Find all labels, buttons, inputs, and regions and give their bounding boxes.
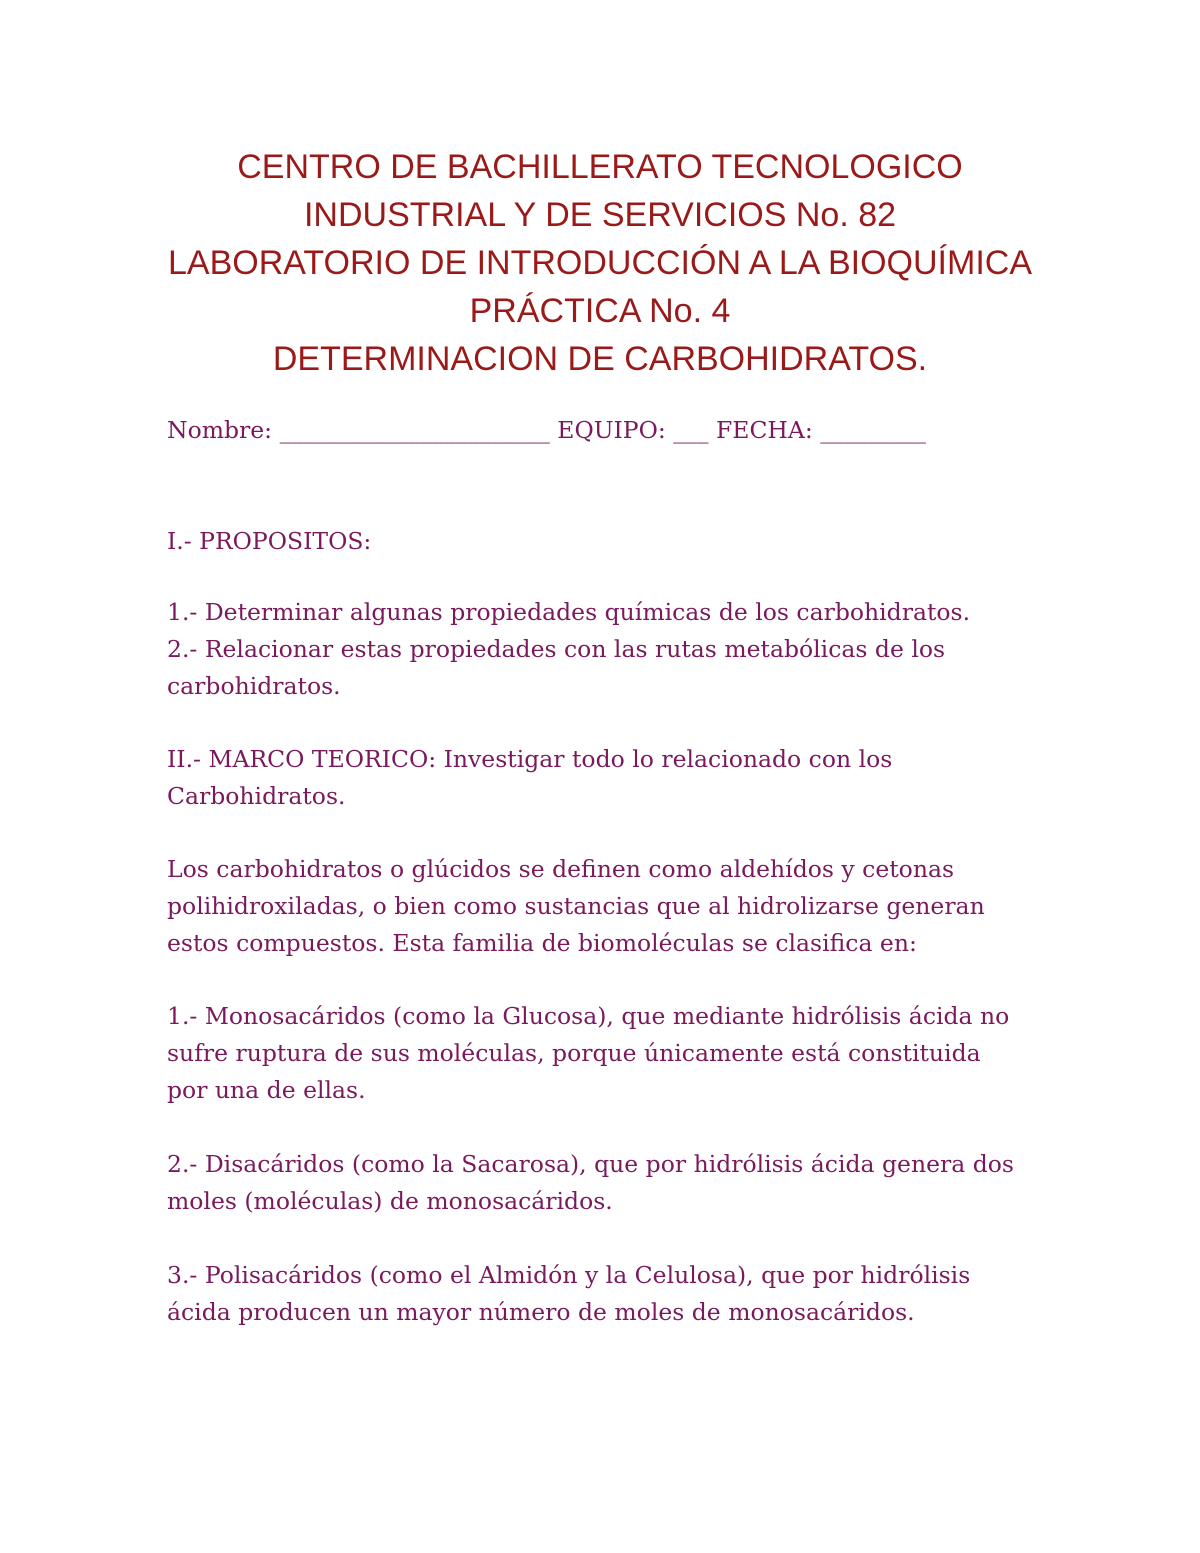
polisacaridos-paragraph: [167, 1257, 1147, 1331]
monosacaridos-paragraph: [167, 998, 1147, 1109]
marco-heading-continuation: Carbohidratos.: [167, 782, 346, 810]
header-school-line1: CENTRO DE BACHILLERATO TECNOLOGICO: [237, 148, 963, 186]
paragraph-line: por una de ellas.: [167, 1076, 366, 1104]
list-item-continuation: carbohidratos.: [167, 672, 341, 700]
intro-paragraph: [167, 851, 1147, 962]
section-propositos: [167, 523, 1147, 560]
paragraph-line: estos compuestos. Esta familia de biomoléculas se clasifica en:: [167, 929, 917, 957]
paragraph-line: moles (moléculas) de monosacáridos.: [167, 1187, 613, 1215]
disacaridos-paragraph: [167, 1146, 1147, 1220]
marco-heading: II.- MARCO TEORICO: Investigar todo lo relacionado con los: [167, 745, 893, 773]
paragraph-line: polihidroxiladas, o bien como sustancias que al hidrolizarse generan: [167, 892, 985, 920]
header-school-line2: INDUSTRIAL Y DE SERVICIOS No. 82: [303, 196, 897, 234]
paragraph-line: ácida producen un mayor número de moles de monosacáridos.: [167, 1298, 915, 1326]
paragraph-line: 2.- Disacáridos (como la Sacarosa), que por hidrólisis ácida genera dos: [167, 1150, 1014, 1178]
paragraph-line: Los carbohidratos o glúcidos se definen como aldehídos y cetonas: [167, 855, 955, 883]
paragraph-line: 3.- Polisacáridos (como el Almidón y la Celulosa), que por hidrólisis: [167, 1261, 971, 1289]
form-line: [167, 412, 1147, 449]
list-item: 2.- Relacionar estas propiedades con las rutas metabólicas de los: [167, 635, 946, 663]
propositos-heading: I.- PROPOSITOS:: [167, 527, 372, 555]
propositos-list: [167, 594, 1147, 705]
header-practice-number: PRÁCTICA No. 4: [469, 292, 731, 330]
list-item: 1.- Determinar algunas propiedades químicas de los carbohidratos.: [167, 598, 971, 626]
document-header: [0, 143, 1200, 383]
name-team-date-fields: Nombre: _______________________ EQUIPO: ___ FECHA: _________: [167, 416, 927, 444]
header-lab-title: LABORATORIO DE INTRODUCCIÓN A LA BIOQUÍMICA: [167, 244, 1032, 282]
paragraph-line: sufre ruptura de sus moléculas, porque únicamente está constituida: [167, 1039, 981, 1067]
paragraph-line: 1.- Monosacáridos (como la Glucosa), que mediante hidrólisis ácida no: [167, 1002, 1010, 1030]
header-practice-title: DETERMINACION DE CARBOHIDRATOS.: [272, 340, 928, 378]
section-marco-teorico: [167, 741, 1147, 815]
